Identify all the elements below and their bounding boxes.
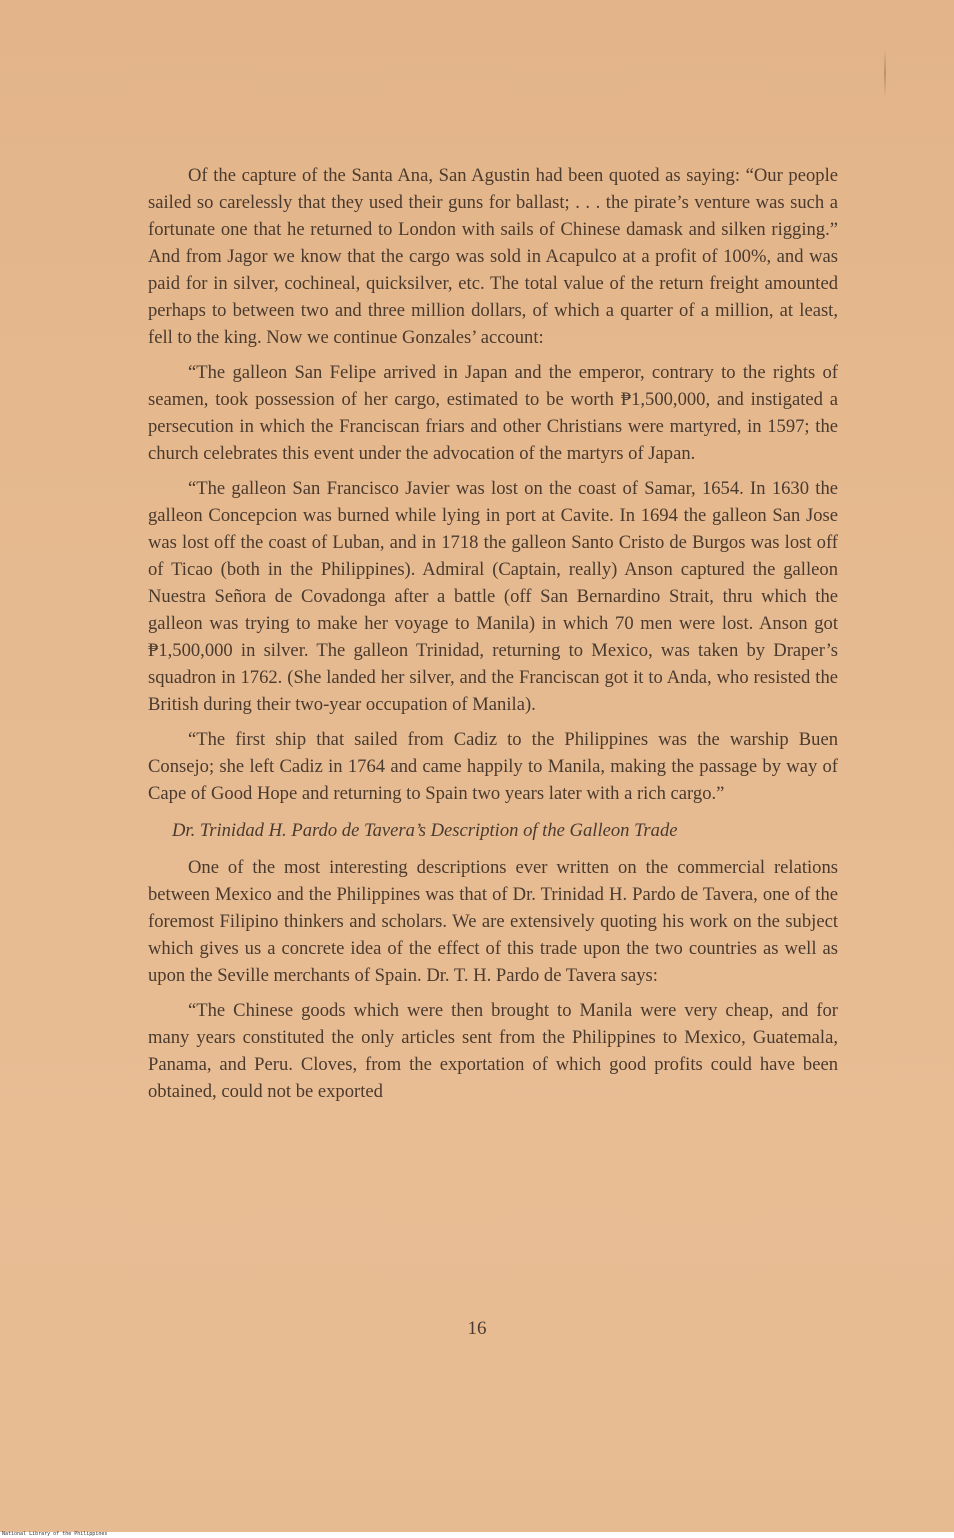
paragraph-santa-ana: Of the capture of the Santa Ana, San Agustin had been quoted as saying: “Our people sailed so carelessly that they used their guns for ballast; . . . the pirate’s venture was such a fortunate one that he returned to London with sails of Chinese damask and silken rigging.” And from Jagor we know that the cargo was sold in Acapulco at a profit of 100%, and was paid for in silver, cochineal, quicksilver, etc. The total value of the return freight amounted perhaps to between two and three million dollars, of which a quarter of a million, at least, fell to the king. Now we continue Gonzales’ account: xyxy=(148,165,838,348)
footer-credit: National Library of the Philippines xyxy=(2,1531,108,1537)
paragraph-san-felipe: “The galleon San Felipe arrived in Japan and the emperor, contrary to the rights of seamen, took possession of her cargo, estimated to be worth ₱1,500,000, and instigated a persecution in which the Franciscan friars and other Christians were martyred, in 1597; the church celebrates this event under the advocation of the martyrs of Japan. xyxy=(148,362,838,464)
page-number: 16 xyxy=(467,1318,487,1339)
section-heading: Dr. Trinidad H. Pardo de Tavera’s Description of the Galleon Trade xyxy=(172,820,678,841)
paragraph-chinese-goods: “The Chinese goods which were then brought to Manila were very cheap, and for many years constituted the only articles sent from the Philippines to Mexico, Guatemala, Panama, and Peru. Cloves, from the exportation of which good profits could have been obtained, could not be exported xyxy=(148,1000,838,1102)
paragraph-tavera-intro: One of the most interesting descriptions ever written on the commercial relations between Mexico and the Philippines was that of Dr. Trinidad H. Pardo de Tavera, one of the foremost Filipino thinkers and scholars. We are extensively quoting his work on the subject which gives us a concrete idea of the effect of this trade upon the two countries as well as upon the Seville merchants of Spain. Dr. T. H. Pardo de Tavera says: xyxy=(148,857,838,986)
paragraph-buen-consejo: “The first ship that sailed from Cadiz to the Philippines was the warship Buen Consejo; she left Cadiz in 1764 and came happily to Manila, making the passage by way of Cape of Good Hope and returning to Spain two years later with a rich cargo.” xyxy=(148,729,838,804)
paragraph-galleon-losses: “The galleon San Francisco Javier was lost on the coast of Samar, 1654. In 1630 the galleon Concepcion was burned while lying in port at Cavite. In 1694 the galleon San Jose was lost off the coast of Luban, and in 1718 the galleon Santo Cristo de Burgos was lost off of Ticao (both in the Philippines). Admiral (Captain, really) Anson captured the galleon Nuestra Señora de Covadonga after a battle (off San Bernardino Strait, thru which the galleon was trying to make her voyage to Manila) in which 70 men were lost. Anson got ₱1,500,000 in silver. The galleon Trinidad, returning to Mexico, was taken by Draper’s squadron in 1762. (She landed her silver, and the Franciscan got it to Anda, who resisted the British during their two-year occupation of Manila). xyxy=(148,478,838,715)
footer-bar xyxy=(0,1532,954,1538)
page-edge-mark xyxy=(884,48,886,98)
body-text xyxy=(148,162,838,1113)
